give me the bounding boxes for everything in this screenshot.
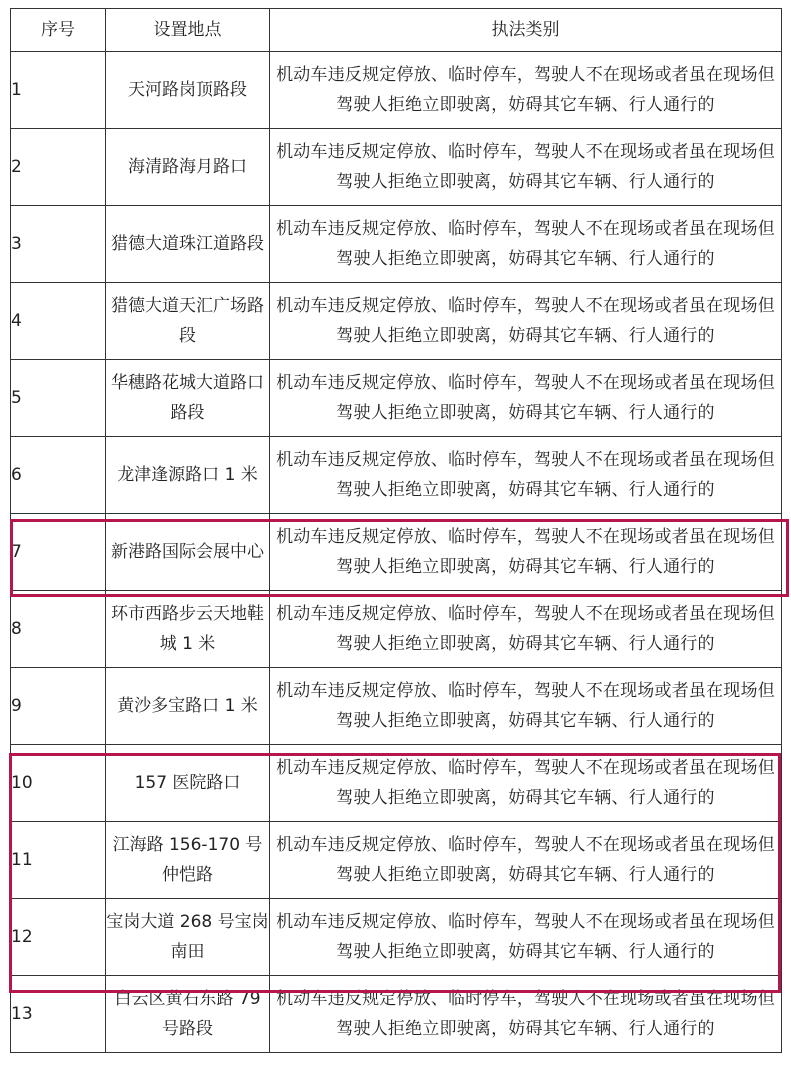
header-category: 执法类别 [270,9,782,52]
cell-no: 9 [11,668,106,745]
cell-location: 龙津逢源路口 1 米 [106,437,270,514]
cell-location: 黄沙多宝路口 1 米 [106,668,270,745]
cell-category: 机动车违反规定停放、临时停车，驾驶人不在现场或者虽在现场但驾驶人拒绝立即驶离，妨碍其它车辆、行人通行的 [270,745,782,822]
cell-category: 机动车违反规定停放、临时停车，驾驶人不在现场或者虽在现场但驾驶人拒绝立即驶离，妨碍其它车辆、行人通行的 [270,129,782,206]
header-no: 序号 [11,9,106,52]
cell-no: 7 [11,514,106,591]
cell-category: 机动车违反规定停放、临时停车，驾驶人不在现场或者虽在现场但驾驶人拒绝立即驶离，妨碍其它车辆、行人通行的 [270,283,782,360]
cell-no: 6 [11,437,106,514]
header-location: 设置地点 [106,9,270,52]
cell-category: 机动车违反规定停放、临时停车，驾驶人不在现场或者虽在现场但驾驶人拒绝立即驶离，妨碍其它车辆、行人通行的 [270,899,782,976]
cell-no: 3 [11,206,106,283]
cell-category: 机动车违反规定停放、临时停车，驾驶人不在现场或者虽在现场但驾驶人拒绝立即驶离，妨碍其它车辆、行人通行的 [270,668,782,745]
cell-no: 10 [11,745,106,822]
cell-category: 机动车违反规定停放、临时停车，驾驶人不在现场或者虽在现场但驾驶人拒绝立即驶离，妨碍其它车辆、行人通行的 [270,206,782,283]
table-row [11,591,782,668]
table-row [11,206,782,283]
cell-no: 4 [11,283,106,360]
table-row [11,822,782,899]
cell-category: 机动车违反规定停放、临时停车，驾驶人不在现场或者虽在现场但驾驶人拒绝立即驶离，妨碍其它车辆、行人通行的 [270,976,782,1053]
table-row [11,668,782,745]
cell-category: 机动车违反规定停放、临时停车，驾驶人不在现场或者虽在现场但驾驶人拒绝立即驶离，妨碍其它车辆、行人通行的 [270,591,782,668]
cell-no: 11 [11,822,106,899]
table-row [11,283,782,360]
cell-no: 13 [11,976,106,1053]
cell-no: 12 [11,899,106,976]
cell-no: 8 [11,591,106,668]
cell-location: 环市西路步云天地鞋城 1 米 [106,591,270,668]
cell-location: 157 医院路口 [106,745,270,822]
cell-location: 天河路岗顶路段 [106,52,270,129]
table-row [11,976,782,1053]
table-row [11,745,782,822]
cell-category: 机动车违反规定停放、临时停车，驾驶人不在现场或者虽在现场但驾驶人拒绝立即驶离，妨碍其它车辆、行人通行的 [270,52,782,129]
cell-location: 华穗路花城大道路口路段 [106,360,270,437]
cell-location: 海清路海月路口 [106,129,270,206]
cell-no: 1 [11,52,106,129]
cell-location: 宝岗大道 268 号宝岗南田 [106,899,270,976]
cell-location: 猎德大道天汇广场路段 [106,283,270,360]
cell-no: 5 [11,360,106,437]
cell-category: 机动车违反规定停放、临时停车，驾驶人不在现场或者虽在现场但驾驶人拒绝立即驶离，妨碍其它车辆、行人通行的 [270,822,782,899]
cell-category: 机动车违反规定停放、临时停车，驾驶人不在现场或者虽在现场但驾驶人拒绝立即驶离，妨碍其它车辆、行人通行的 [270,437,782,514]
table-row [11,360,782,437]
table-row [11,514,782,591]
cell-location: 江海路 156-170 号仲恺路 [106,822,270,899]
table-row [11,899,782,976]
cell-category: 机动车违反规定停放、临时停车，驾驶人不在现场或者虽在现场但驾驶人拒绝立即驶离，妨碍其它车辆、行人通行的 [270,514,782,591]
header-row [11,9,782,52]
cell-location: 白云区黄石东路 79 号路段 [106,976,270,1053]
table-row [11,437,782,514]
enforcement-table [10,8,782,1053]
table-row [11,129,782,206]
cell-location: 新港路国际会展中心 [106,514,270,591]
table-row [11,52,782,129]
cell-location: 猎德大道珠江道路段 [106,206,270,283]
cell-no: 2 [11,129,106,206]
cell-category: 机动车违反规定停放、临时停车，驾驶人不在现场或者虽在现场但驾驶人拒绝立即驶离，妨碍其它车辆、行人通行的 [270,360,782,437]
